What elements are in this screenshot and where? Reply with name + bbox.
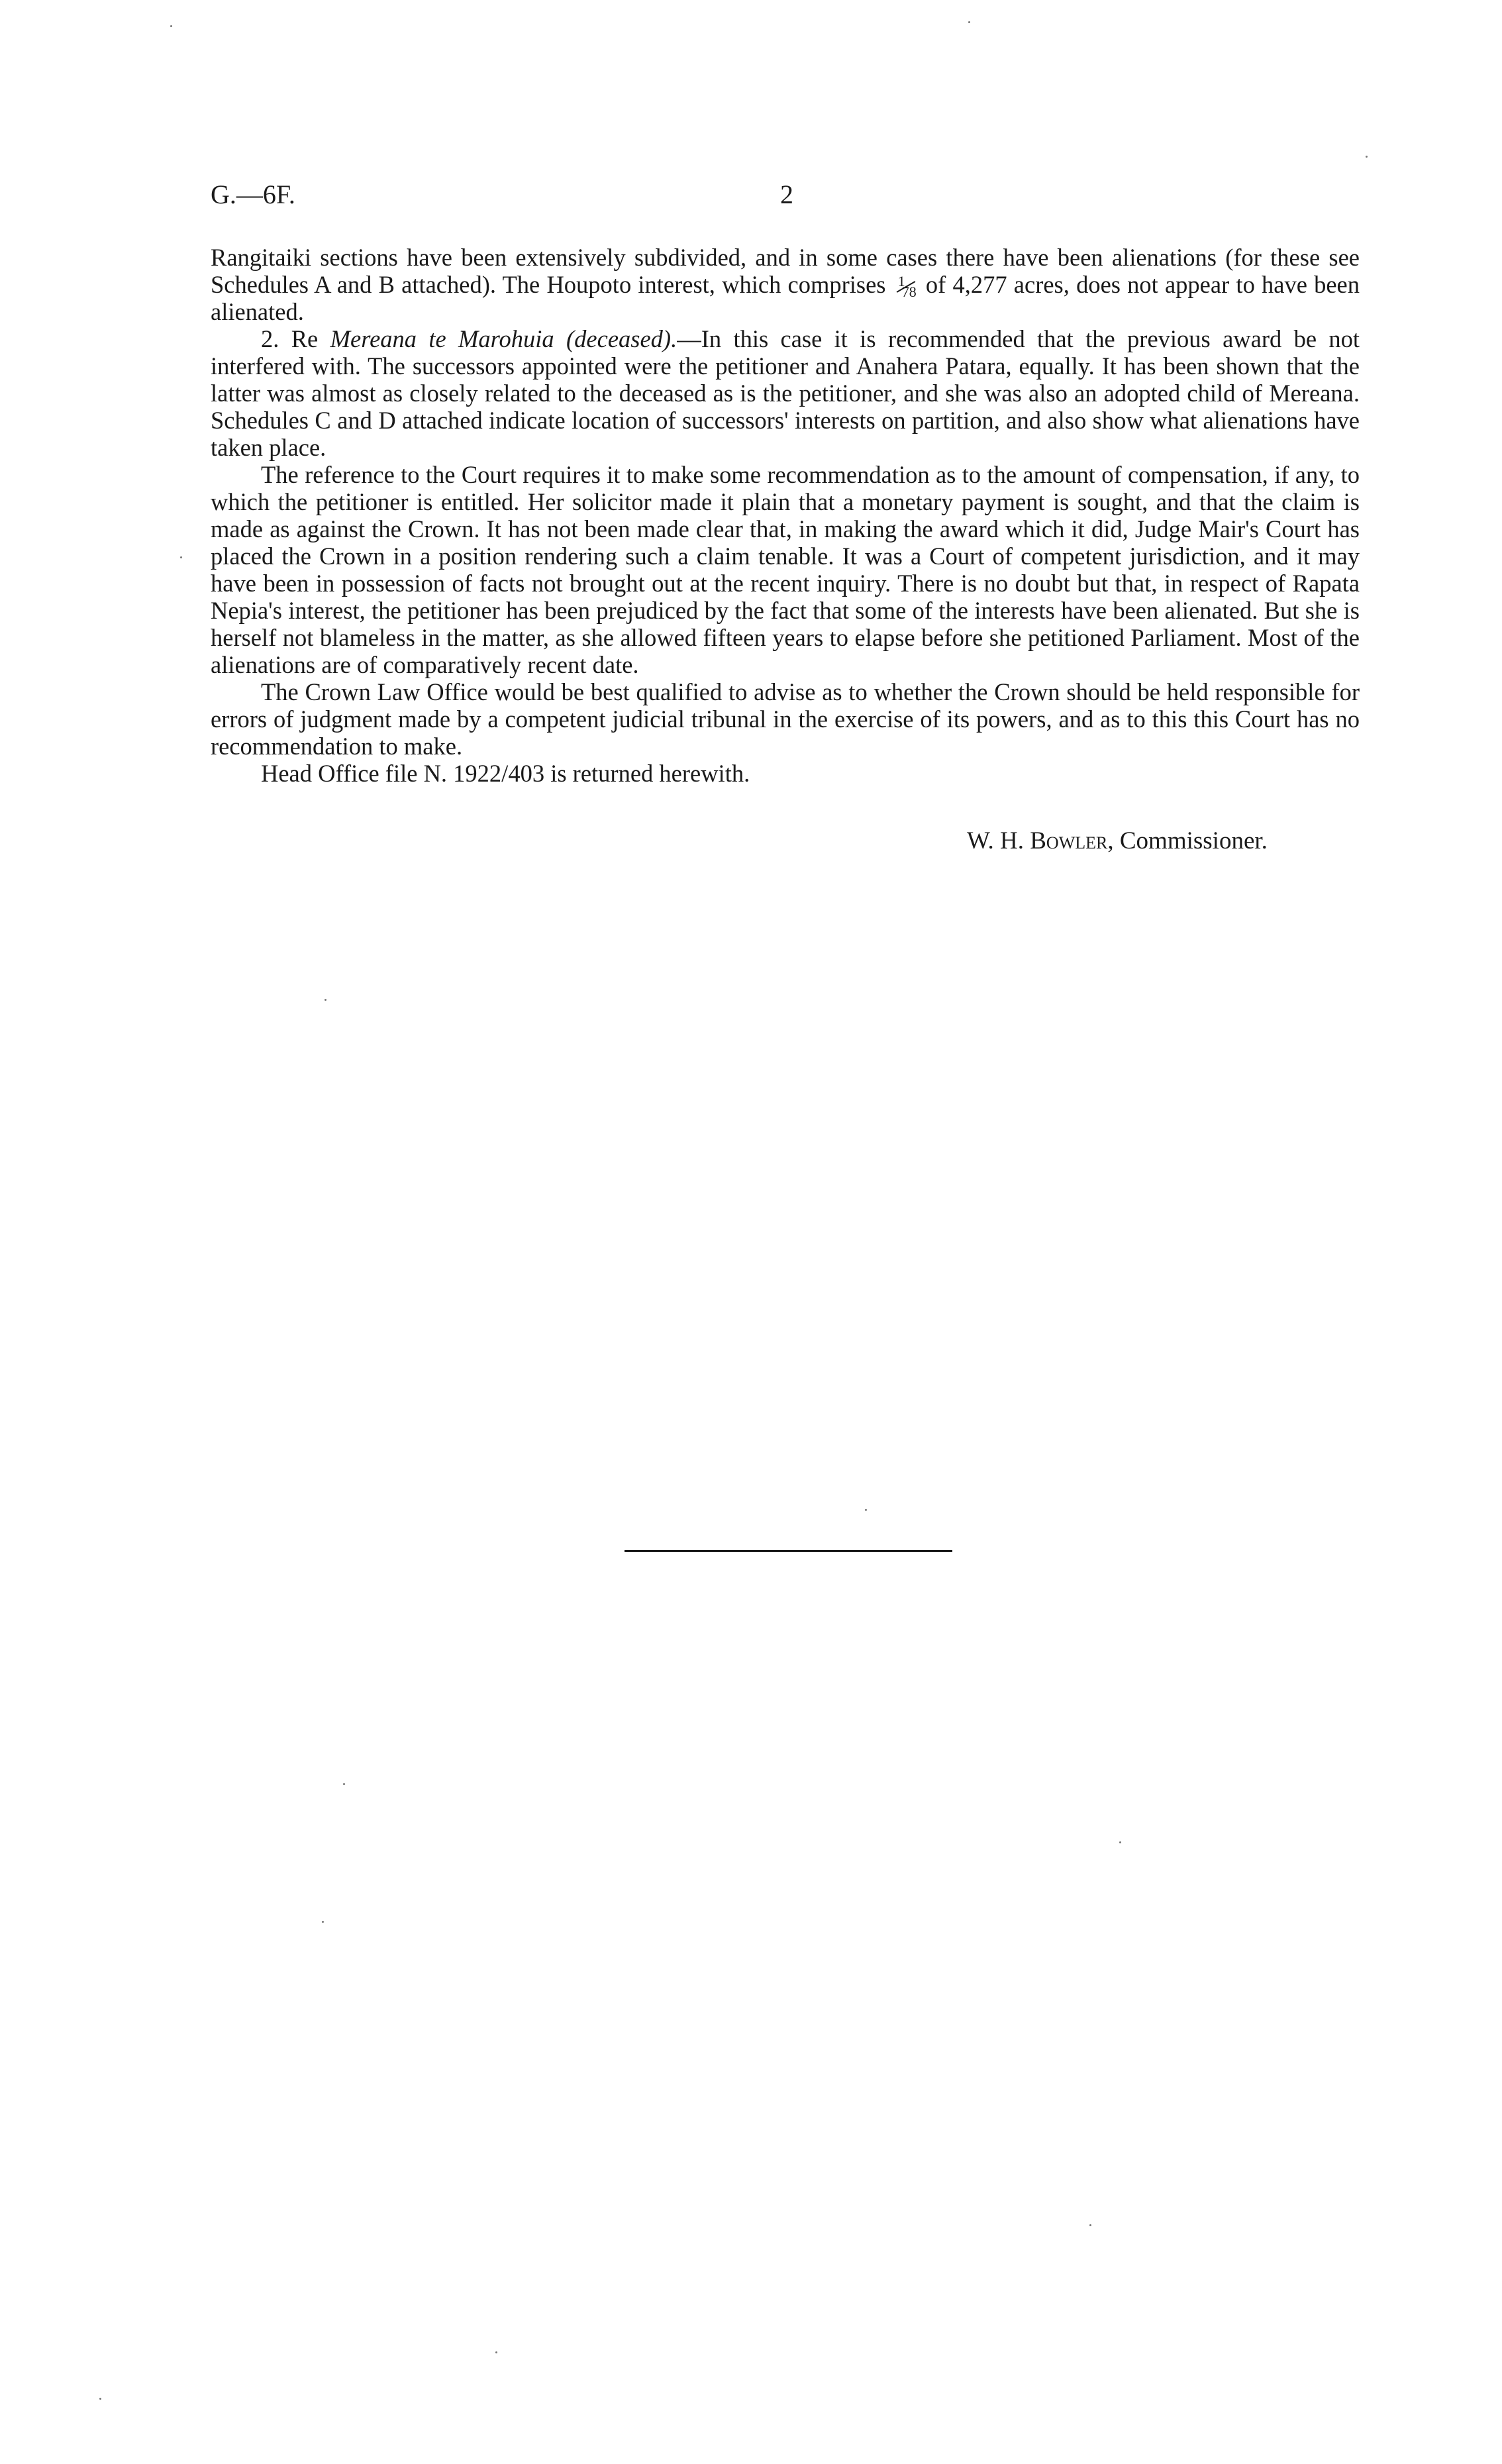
page-number: 2 — [780, 180, 793, 209]
signatory-name: W. H. Bowler — [967, 827, 1108, 854]
scan-speck — [865, 1509, 867, 1511]
case-name: Mereana te Marohuia (deceased). — [330, 325, 677, 352]
reference-prefix: G.—6 — [211, 180, 276, 209]
scan-speck — [1119, 1841, 1121, 1843]
scan-speck — [1366, 156, 1368, 158]
scan-speck — [1089, 2224, 1091, 2226]
document-body — [211, 244, 1360, 787]
reference-suffix: F. — [275, 180, 295, 209]
page-header — [211, 179, 1360, 219]
paragraph-text: of 4,277 acres, does not appear to have been alienated. — [211, 271, 1360, 325]
paragraph-text: Rangitaiki sections have been extensively subdivided, and in some cases there have been alienations (for these see Schedules A and B attached). The Houpoto interest, which comprises — [211, 244, 1360, 298]
scan-speck — [495, 2351, 497, 2353]
scan-speck — [322, 1921, 324, 1923]
paragraph-head-office: Head Office file N. 1922/403 is returned herewith. — [261, 760, 750, 787]
closing-rule — [625, 1550, 952, 1552]
fraction-denominator: 78 — [901, 283, 917, 300]
scan-speck — [968, 21, 970, 23]
paragraph-mereana — [211, 325, 1360, 461]
fraction-numerator: 1 — [897, 273, 905, 289]
scan-speck — [180, 556, 182, 558]
scan-speck — [170, 25, 172, 27]
paragraph-prefix: 2. Re — [261, 325, 330, 352]
signatory-title: , Commissioner. — [1107, 827, 1268, 854]
document-reference — [211, 179, 295, 210]
signature-block — [967, 827, 1268, 855]
paragraph-rangitaiki — [211, 244, 1360, 325]
scan-speck — [343, 1783, 345, 1785]
paragraph-crown-law: The Crown Law Office would be best qualified to advise as to whether the Crown should be held responsible for errors of judgment made by a competent judicial tribunal in the exercise of its powers, and as to this this Court has no recommendation to make. — [211, 678, 1360, 760]
scan-speck — [99, 2398, 101, 2400]
paragraph-compensation: The reference to the Court requires it to make some recommendation as to the amount of compensation, if any, to which the petitioner is entitled. Her solicitor made it plain that a monetary payment is sought, and that the claim is made as against the Crown. It has not been made clear that, in making the award which it did, Judge Mair's Court has placed the Crown in a position rendering such a claim tenable. It was a Court of competent jurisdiction, and it may have been in possession of facts not brought out at the recent inquiry. There is no doubt but that, in respect of Rapata Nepia's interest, the petitioner has been prejudiced by the fact that some of the interests have been alienated. But she is herself not blameless in the matter, as she allowed fifteen years to elapse before she petitioned Parliament. Most of the alienations are of comparatively recent date. — [211, 461, 1360, 678]
scan-speck — [325, 999, 326, 1001]
paragraph-text: —In this case it is recommended that the previous award be not interfered with. The successors appointed were the petitioner and Anahera Patara, equally. It has been shown that the latter was almost as closely related to the deceased as is the petitioner, and she was also an adopted child of Mereana. Schedules C and D attached indicate location of successors' interests on partition, and also show what alienations have taken place. — [211, 325, 1360, 461]
fraction — [893, 273, 919, 300]
